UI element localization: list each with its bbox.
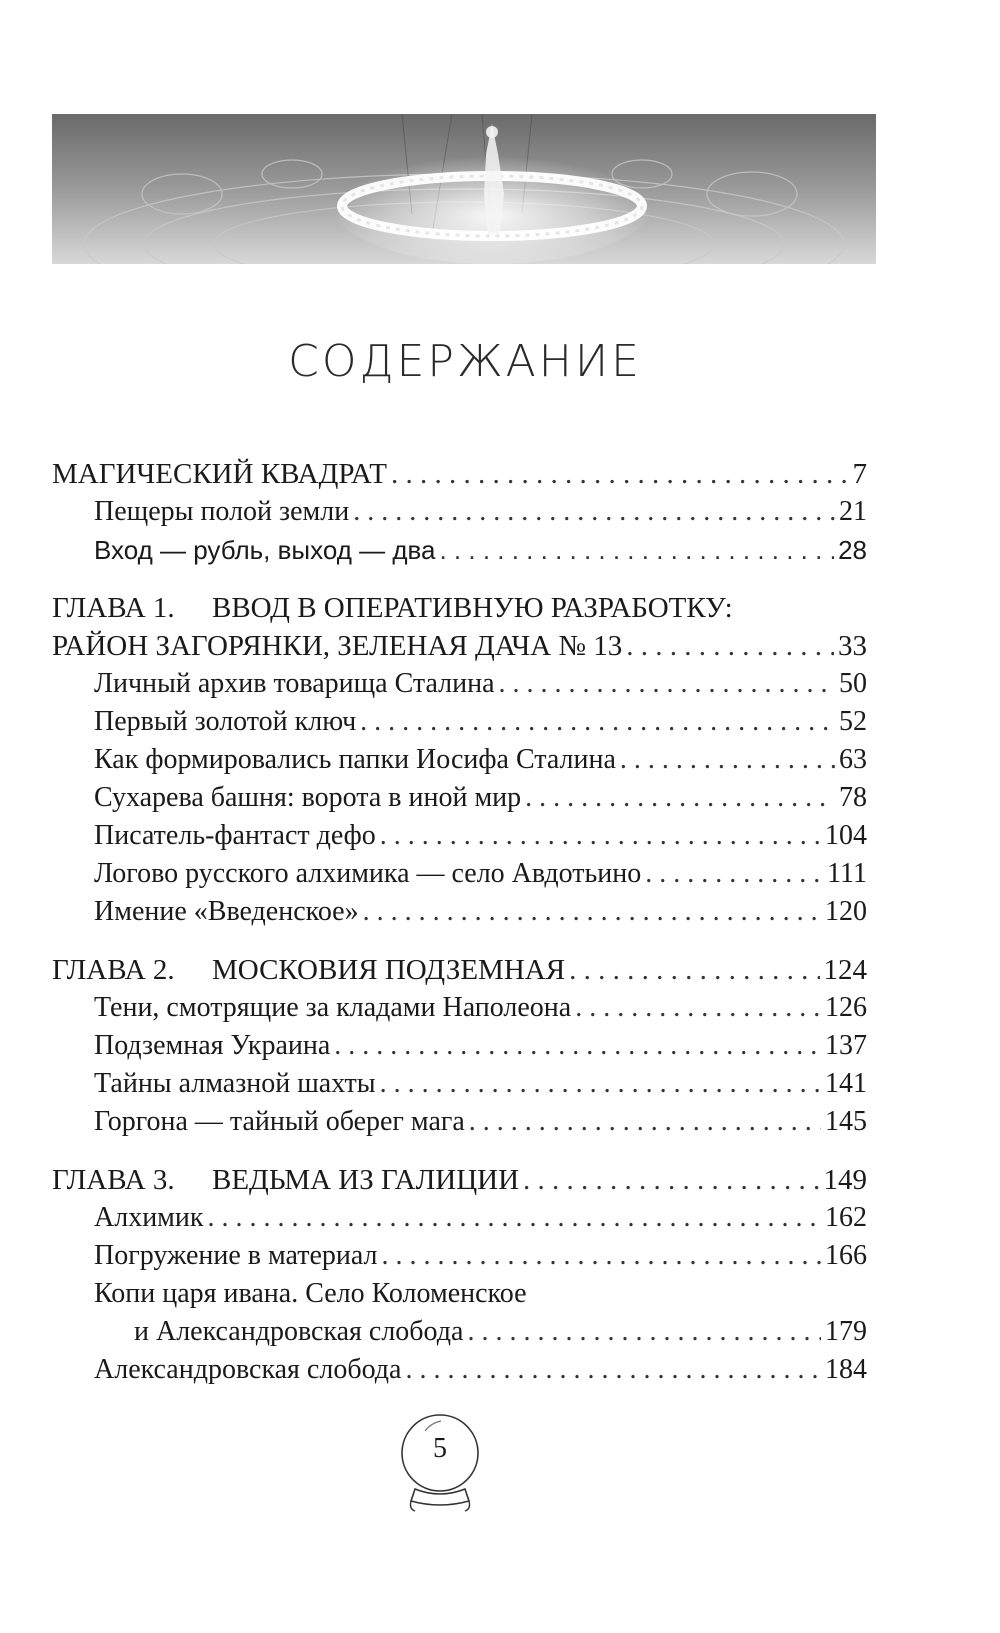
page-number: 5: [433, 1433, 447, 1464]
leader-dots: [626, 627, 834, 665]
leader-dots: [363, 893, 821, 931]
toc-page: 126: [825, 992, 867, 1023]
toc-label: ВЕДЬМА ИЗ ГАЛИЦИИ: [212, 1164, 520, 1196]
chapter-number: ГЛАВА 1.: [52, 592, 175, 624]
toc-page: 166: [825, 1240, 867, 1271]
toc-item[interactable]: [52, 1351, 867, 1389]
toc-label: МОСКОВИЯ ПОДЗЕМНАЯ: [212, 954, 566, 986]
header-illustration: [52, 114, 876, 264]
toc-label: Вход — рубль, выход — два: [94, 535, 436, 565]
toc-label: и Александровская слобода: [134, 1316, 464, 1347]
toc-item[interactable]: [52, 1103, 867, 1141]
toc-chapter-continuation[interactable]: [52, 627, 867, 665]
leader-dots: [360, 703, 835, 741]
toc-item[interactable]: [52, 1065, 867, 1103]
toc-item[interactable]: [52, 989, 867, 1027]
toc-page: 149: [823, 1164, 867, 1196]
leader-dots: [467, 1313, 821, 1351]
toc-label: Погружение в материал: [94, 1240, 378, 1271]
toc-label: Личный архив товарища Сталина: [94, 668, 495, 699]
toc-item[interactable]: [52, 1199, 867, 1237]
toc-label: Подземная Украина: [94, 1030, 331, 1061]
toc-label: Первый золотой ключ: [94, 706, 357, 737]
toc-chapter[interactable]: [52, 589, 867, 627]
leader-dots: [620, 741, 835, 779]
leader-dots: [334, 1027, 821, 1065]
chapter-number: ГЛАВА 2.: [52, 954, 175, 986]
toc-page: 141: [825, 1068, 867, 1099]
toc-page: 78: [839, 782, 867, 813]
leader-dots: [645, 855, 823, 893]
toc-label: РАЙОН ЗАГОРЯНКИ, ЗЕЛЕНАЯ ДАЧА № 13: [52, 630, 623, 662]
toc-chapter[interactable]: [52, 1161, 867, 1199]
table-of-contents: [52, 455, 867, 1389]
leader-dots: [499, 665, 835, 703]
toc-page: 137: [825, 1030, 867, 1061]
toc-item[interactable]: [52, 665, 867, 703]
leader-dots: [575, 989, 821, 1027]
toc-label: Копи царя ивана. Село Коломенское: [94, 1278, 527, 1309]
toc-label: Пещеры полой земли: [94, 496, 350, 527]
toc-label: Логово русского алхимика — село Авдотьино: [94, 858, 642, 889]
leader-dots: [353, 493, 835, 531]
toc-page: 145: [825, 1106, 867, 1137]
toc-chapter[interactable]: [52, 455, 867, 493]
leader-dots: [382, 1237, 821, 1275]
leader-dots: [405, 1351, 821, 1389]
toc-item[interactable]: [52, 893, 867, 931]
toc-chapter[interactable]: [52, 951, 867, 989]
toc-page: 63: [839, 744, 867, 775]
toc-page: 50: [839, 668, 867, 699]
toc-label: Писатель-фантаст дефо: [94, 820, 376, 851]
toc-page: 184: [825, 1354, 867, 1385]
toc-page: 104: [825, 820, 867, 851]
toc-item-continuation[interactable]: [52, 1313, 867, 1351]
leader-dots: [380, 1065, 821, 1103]
toc-item[interactable]: [52, 1027, 867, 1065]
toc-label: Алхимик: [94, 1202, 204, 1233]
toc-label: Горгона — тайный оберег мага: [94, 1106, 465, 1137]
toc-item[interactable]: [52, 779, 867, 817]
toc-item[interactable]: [52, 703, 867, 741]
toc-page: 124: [823, 954, 867, 986]
toc-label: Как формировались папки Иосифа Сталина: [94, 744, 616, 775]
toc-item[interactable]: [52, 741, 867, 779]
toc-label: Александровская слобода: [94, 1354, 402, 1385]
toc-page: 7: [852, 458, 867, 490]
leader-dots: [569, 951, 819, 989]
toc-page: 28: [838, 535, 867, 565]
toc-label: Тени, смотрящие за кладами Наполеона: [94, 992, 572, 1023]
leader-dots: [523, 1161, 819, 1199]
toc-item[interactable]: [52, 1275, 867, 1313]
toc-item[interactable]: [52, 531, 867, 569]
leader-dots: [469, 1103, 821, 1141]
toc-label: МАГИЧЕСКИЙ КВАДРАТ: [52, 458, 387, 490]
toc-page: 120: [825, 896, 867, 927]
page-number-ornament: [385, 1405, 495, 1515]
toc-label: Сухарева башня: ворота в иной мир: [94, 782, 522, 813]
toc-label: ВВОД В ОПЕРАТИВНУЮ РАЗРАБОТКУ:: [212, 592, 733, 624]
toc-page: 33: [838, 630, 867, 662]
toc-label: Тайны алмазной шахты: [94, 1068, 376, 1099]
toc-page: 52: [839, 706, 867, 737]
leader-dots: [380, 817, 821, 855]
toc-page: 179: [825, 1316, 867, 1347]
leader-dots: [439, 531, 834, 569]
toc-item[interactable]: [52, 817, 867, 855]
toc-page: 21: [839, 496, 867, 527]
chapter-number: ГЛАВА 3.: [52, 1164, 175, 1196]
leader-dots: [207, 1199, 821, 1237]
toc-item[interactable]: [52, 855, 867, 893]
page-title: СОДЕРЖАНИЕ: [288, 336, 642, 387]
toc-item[interactable]: [52, 493, 867, 531]
toc-item[interactable]: [52, 1237, 867, 1275]
leader-dots: [391, 455, 849, 493]
magic-circle-illustration: [52, 114, 876, 264]
toc-page: 111: [827, 858, 867, 889]
toc-label: Имение «Введенское»: [94, 896, 359, 927]
toc-page: 162: [825, 1202, 867, 1233]
leader-dots: [525, 779, 835, 817]
